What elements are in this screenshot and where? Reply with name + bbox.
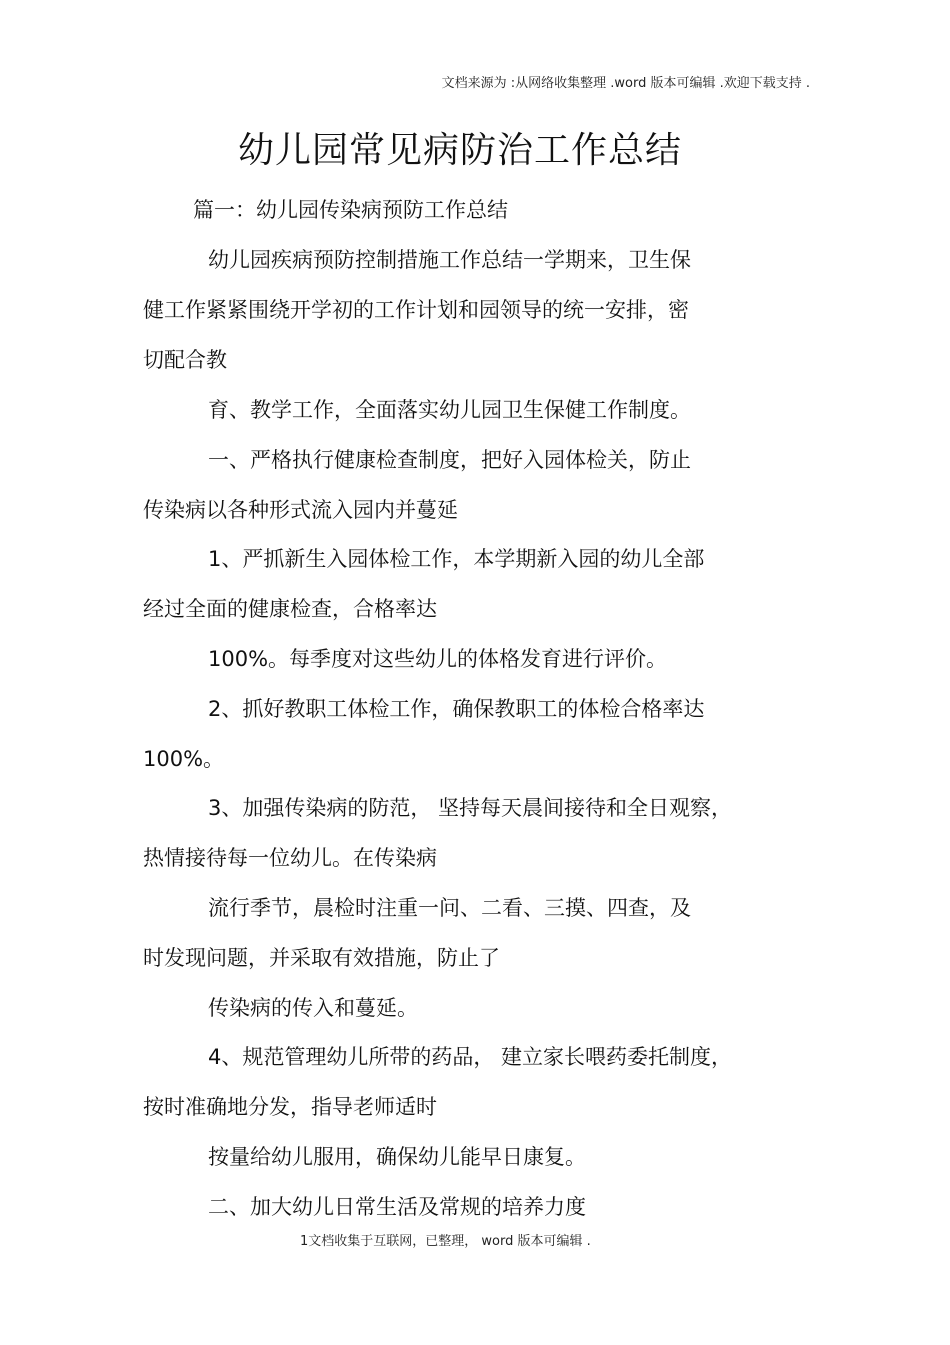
body-line: 健工作紧紧围绕开学初的工作计划和园领导的统一安排，密: [143, 298, 689, 322]
body-line: 按量给幼儿服用，确保幼儿能早日康复。: [208, 1145, 586, 1169]
document-title: 幼儿园常见病防治工作总结: [237, 130, 682, 171]
body-line: 3、加强传染病的防范， 坚持每天晨间接待和全日观察，: [208, 796, 733, 820]
body-line: 热情接待每一位幼儿。在传染病: [143, 846, 437, 870]
body-line: 传染病以各种形式流入园内并蔓延: [143, 498, 458, 522]
body-line: 育、教学工作，全面落实幼儿园卫生保健工作制度。: [208, 398, 691, 422]
body-line: 切配合教: [143, 348, 227, 372]
footer-note: 1文档收集于互联网，已整理， word 版本可编辑 .: [300, 1234, 591, 1249]
body-line: 一、严格执行健康检查制度，把好入园体检关，防止: [208, 448, 691, 472]
document-subtitle: 篇一：幼儿园传染病预防工作总结: [193, 198, 508, 222]
body-line: 1、严抓新生入园体检工作，本学期新入园的幼儿全部: [208, 547, 705, 571]
body-line: 经过全面的健康检查，合格率达: [143, 597, 437, 621]
body-line: 时发现问题，并采取有效措施，防止了: [143, 946, 500, 970]
body-line: 2、抓好教职工体检工作，确保教职工的体检合格率达: [208, 697, 705, 721]
body-line: 传染病的传入和蔓延。: [208, 996, 418, 1020]
header-source-note: 文档来源为 :从网络收集整理 .word 版本可编辑 .欢迎下载支持 .: [441, 76, 810, 91]
body-line: 100%。: [143, 747, 225, 771]
section-heading: 二、加大幼儿日常生活及常规的培养力度: [208, 1195, 586, 1219]
body-line: 100%。每季度对这些幼儿的体格发育进行评价。: [208, 647, 668, 671]
body-line: 幼儿园疾病预防控制措施工作总结一学期来，卫生保: [208, 248, 691, 272]
body-line: 流行季节，晨检时注重一问、二看、三摸、四查，及: [208, 896, 691, 920]
body-line: 4、规范管理幼儿所带的药品， 建立家长喂药委托制度，: [208, 1045, 733, 1069]
body-line: 按时准确地分发，指导老师适时: [143, 1095, 437, 1119]
